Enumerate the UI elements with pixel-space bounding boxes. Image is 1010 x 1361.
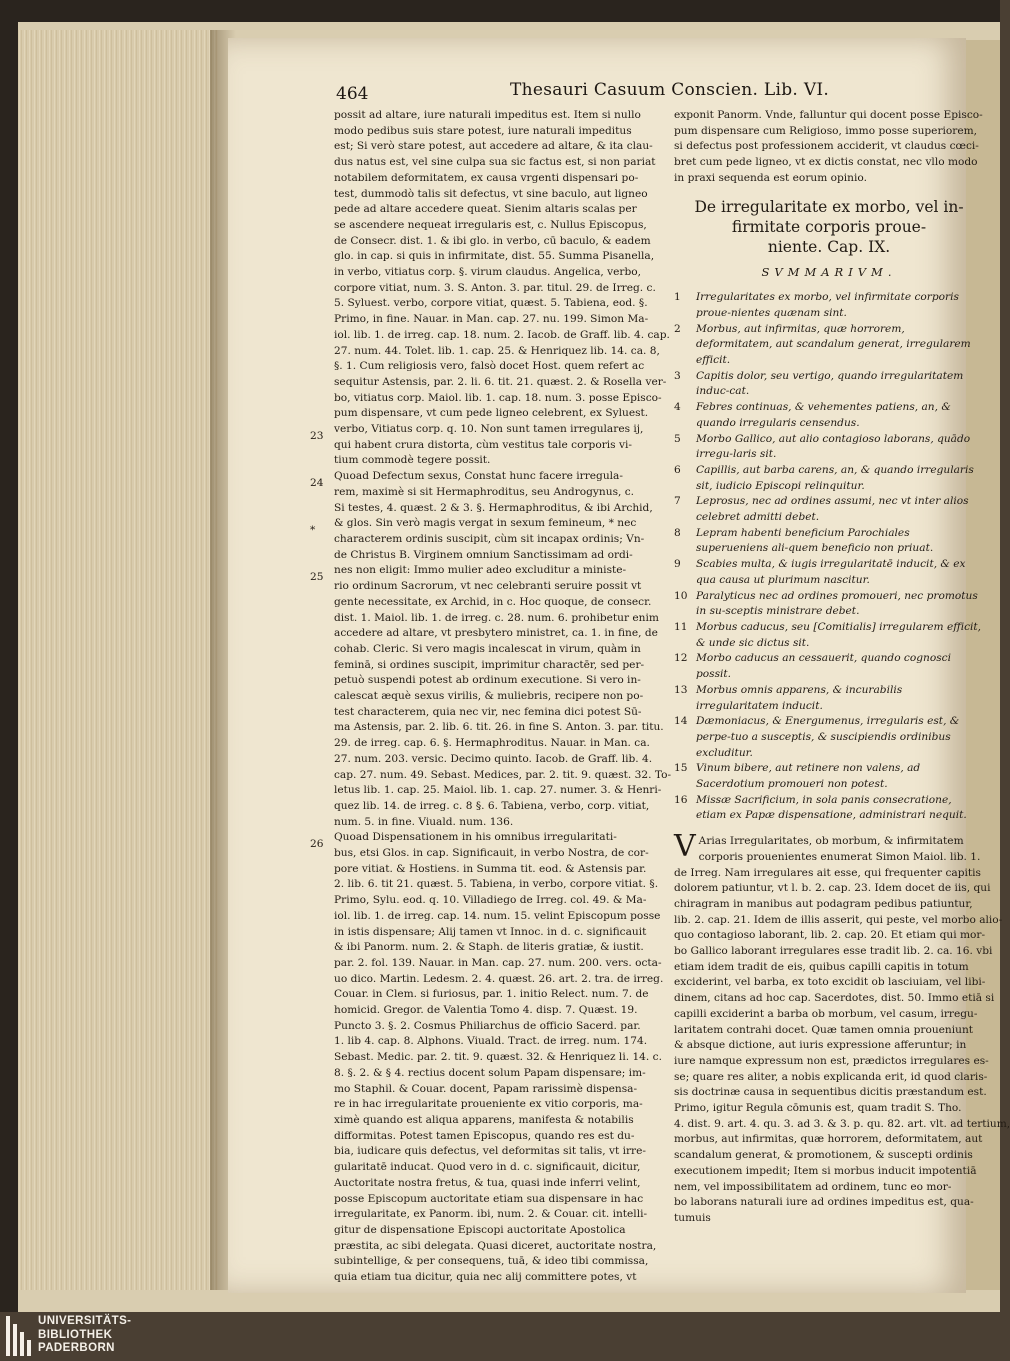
- summary-item: [674, 793, 984, 824]
- text-line: in verbo, vitiatus corp. §. virum claudus. Angelica, verbo,: [334, 266, 641, 279]
- summary-number: 2: [674, 322, 681, 335]
- chapter-title-line: firmitate corporis proue-: [731, 217, 927, 236]
- text-line: ximè quando est aliqua apparens, manifesta & notabilis: [334, 1114, 634, 1126]
- library-name-line: PADERBORN: [38, 1342, 115, 1355]
- text-line: §. 1. Cum religiosis vero, falsò docet Host. quem refert ac: [334, 360, 645, 373]
- text-line: bo laborans naturali iure ad ordines impeditus est, qua-: [674, 1196, 974, 1209]
- text-line: bia, iudicare quis defectus, vel deformitas sit talis, vt irre-: [334, 1145, 646, 1158]
- text-line: gente necessitate, ex Archid, in c. Hoc quoque, de consecr.: [334, 595, 652, 608]
- library-name-line: BIBLIOTHEK: [38, 1328, 113, 1341]
- text-line: rio ordinum Sacrorum, vt nec celebranti seruire possit vt: [334, 580, 642, 593]
- summary-number: 13: [674, 683, 688, 696]
- text-line: in istis dispensare; Alij tamen vt Innoc. in d. c. significauit: [334, 925, 647, 938]
- summary-item: [674, 651, 984, 682]
- text-line: corporis prouenientes enumerat Simon Maiol. lib. 1.: [698, 850, 981, 863]
- summary-text: Leprosus, nec ad ordines assumi, nec vt inter alios celebret admitti debet.: [696, 495, 969, 524]
- summary-item: [674, 761, 984, 792]
- summary-number: 6: [674, 463, 681, 476]
- text-line: bret cum pede ligneo, vt ex dictis constat, nec vllo modo: [674, 156, 978, 169]
- summary-text: Morbo caducus an cessauerit, quando cognosci possit.: [696, 652, 951, 681]
- text-line: gitur de dispensatione Episcopi auctoritate Apostolica: [334, 1223, 626, 1236]
- summary-text: Morbus omnis apparens, & incurabilis irregularitatem inducit.: [696, 683, 903, 712]
- summary-number: 15: [674, 762, 688, 775]
- text-line: accedere ad altare, vt presbytero ministret, ca. 1. in fine, de: [334, 627, 658, 640]
- text-line: letus lib. 1. cap. 25. Maiol. lib. 1. cap. 27. numer. 3. & Henri-: [334, 784, 662, 797]
- text-line: & glos. Sin verò magis vergat in sexum femineum, * nec: [334, 517, 637, 530]
- library-logo-icon: [6, 1316, 30, 1356]
- library-name-line: UNIVERSITÄTS-: [38, 1315, 132, 1327]
- summary-number: 3: [674, 369, 681, 382]
- chapter-title-line: De irregularitate ex morbo, vel in-: [694, 197, 964, 216]
- text-line: homicid. Gregor. de Valentia Tomo 4. disp. 7. Quæst. 19.: [334, 1004, 638, 1017]
- text-line: modo pedibus suis stare potest, iure naturali impeditus: [334, 124, 632, 137]
- text-line: iol. lib. 1. de irreg. cap. 14. num. 15. velint Episcopum posse: [334, 909, 661, 922]
- text-line: bus, etsi Glos. in cap. Significauit, in verbo Nostra, de cor-: [334, 847, 649, 860]
- text-line: dus natus est, vel sine culpa sua sic factus est, si non pariat: [334, 156, 656, 169]
- summary-item: [674, 494, 984, 525]
- summary-text: Febres continuas, & vehementes patiens, an, & quando irregularis censendus.: [696, 401, 951, 429]
- text-line: dinem, citans ad hoc cap. Sacerdotes, dist. 50. Immo etiā si: [674, 992, 995, 1005]
- text-line: feminā, si ordines suscipit, imprimitur charactēr, sed per-: [334, 658, 645, 671]
- text-line: nes non eligit: Immo mulier adeo excluditur a ministe-: [334, 564, 627, 577]
- summary-item: [674, 589, 984, 620]
- text-line: est; Si verò stare potest, aut accedere ad altare, & ita clau-: [334, 140, 653, 153]
- running-title: Thesauri Casuum Conscien. Lib. VI.: [510, 80, 830, 100]
- text-line: de Christus B. Virginem omnium Sanctissimam ad ordi-: [334, 548, 633, 561]
- text-line: bo, vitiatus corp. Maiol. lib. 1. cap. 18. num. 3. posse Episco-: [334, 391, 662, 404]
- text-line: 29. de irreg. cap. 6. §. Hermaphroditus. Nauar. in Man. ca.: [334, 737, 650, 750]
- summary-number: 11: [674, 620, 688, 633]
- summary-item: [674, 463, 984, 494]
- text-line: morbus, aut infirmitas, quæ horrorem, deformitatem, aut: [674, 1133, 983, 1146]
- text-line: test characterem, quia nec vir, nec femina dici potest Sū-: [334, 705, 642, 718]
- summary-item: [674, 714, 984, 761]
- text-line: & absque dictione, aut iuris expressione afferuntur; in: [674, 1039, 967, 1052]
- text-line: rem, maximè si sit Hermaphroditus, seu Androgynus, c.: [334, 485, 635, 498]
- text-line: 27. num. 44. Tolet. lib. 1. cap. 25. & Henriquez lib. 14. ca. 8,: [334, 344, 660, 357]
- margin-number: 25: [310, 571, 324, 584]
- text-line: se ascendere nequeat irregularis est, c. Nullus Episcopus,: [334, 218, 647, 231]
- summary-number: 5: [674, 432, 681, 445]
- left-column: [334, 108, 672, 1286]
- margin-number: *: [310, 524, 316, 537]
- text-line: si defectus post professionem acciderit, vt claudus cœci-: [674, 140, 979, 153]
- summary-text: Missæ Sacrificium, in sola panis consecratione, etiam ex Papæ dispensatione, administrari nequit.: [696, 793, 967, 822]
- text-line: Puncto 3. §. 2. Cosmus Philiarchus de officio Sacerd. par.: [334, 1019, 641, 1032]
- summary-text: Capitis dolor, seu vertigo, quando irregularitatem induc-cat.: [696, 369, 964, 398]
- summary-number: 14: [674, 715, 688, 728]
- text-line: gularitatē inducat. Quod vero in d. c. significauit, dicitur,: [334, 1161, 641, 1174]
- text-line: characterem ordinis suscipit, cùm sit incapax ordinis; Vn-: [334, 532, 645, 545]
- text-line: qui habent crura distorta, cùm vestitus tale corporis vi-: [334, 438, 632, 451]
- text-line: pum dispensare, vt cum pede ligneo celebrent, ex Syluest.: [334, 407, 649, 420]
- text-line: mo Staphil. & Couar. docent, Papam rarissimè dispensa-: [334, 1082, 638, 1095]
- text-line: 1. lib 4. cap. 8. Alphons. Viuald. Tract. de irreg. num. 174.: [334, 1035, 648, 1048]
- text-line: quo contagioso laborant, lib. 2. cap. 20. Et etiam qui mor-: [674, 929, 986, 942]
- page-number: 464: [336, 84, 369, 104]
- initial-letter: V: [674, 829, 696, 865]
- page-edges: [18, 30, 218, 1290]
- text-line: iure namque expressum non est, prædictos irregulares es-: [674, 1054, 989, 1067]
- text-line: dolorem patiuntur, vt l. b. 2. cap. 23. Idem docet de iis, qui: [674, 882, 991, 895]
- text-line: Primo, Sylu. eod. q. 10. Villadiego de Irreg. col. 49. & Ma-: [334, 894, 647, 907]
- text-line: exciderint, vel barba, ex toto excidit ob lasciuiam, vel libi-: [674, 976, 986, 989]
- summary-item: [674, 557, 984, 588]
- right-body: [674, 829, 1010, 1227]
- text-line: Arias Irregularitates, ob morbum, & infirmitatem: [698, 835, 964, 848]
- text-line: tumuis: [674, 1212, 711, 1224]
- summary-text: Morbo Gallico, aut alio contagioso laborans, quādo irregu-laris sit.: [696, 432, 971, 461]
- text-line: pore vitiat. & Hostiens. in Summa tit. eod. & Astensis par.: [334, 862, 647, 875]
- summary-text: Paralyticus nec ad ordines promoueri, nec promotus in su-sceptis ministrare debet.: [696, 589, 978, 618]
- text-line: posse Episcopum auctoritate etiam sua dispensare in hac: [334, 1192, 644, 1205]
- summary-text: Dæmoniacus, & Energumenus, irregularis est, & perpe-tuo a susceptis, & suscipiendis ordinibus excluditur.: [696, 715, 960, 759]
- text-line: 27. num. 203. versic. Decimo quinto. Iacob. de Graff. lib. 4.: [334, 752, 653, 765]
- summary-number: 9: [674, 558, 681, 571]
- text-line: 8. §. 2. & § 4. rectius docent solum Papam dispensare; im-: [334, 1066, 646, 1079]
- summary-number: 10: [674, 589, 688, 602]
- chapter-title: [674, 197, 984, 257]
- text-line: glo. in cap. si quis in infirmitate, dist. 55. Summa Pisanella,: [334, 250, 655, 263]
- text-line: subintellige, & per consequens, tuā, & ideo tibi commissa,: [334, 1255, 649, 1268]
- text-line: quez lib. 14. de irreg. c. 8 §. 6. Tabiena, verbo, corp. vitiat,: [334, 799, 650, 812]
- summary-text: Vinum bibere, aut retinere non valens, ad Sacerdotium promoueri non potest.: [696, 762, 921, 791]
- text-line: etiam idem tradit de eis, quibus capilli capitis in totum: [674, 960, 969, 973]
- text-line: in praxi sequenda est eorum opinio.: [674, 171, 867, 184]
- summary-number: 1: [674, 291, 681, 304]
- text-line: iol. lib. 1. de irreg. cap. 18. num. 2. Iacob. de Graff. lib. 4. cap.: [334, 328, 670, 341]
- text-line: Couar. in Clem. si furiosus, par. 1. initio Relect. num. 7. de: [334, 988, 649, 1001]
- text-line: uo dico. Martin. Ledesm. 2. 4. quæst. 26. art. 2. tra. de irreg.: [334, 972, 664, 985]
- summary-list: [674, 290, 984, 824]
- text-line: Auctoritate nostra fretus, & tua, quasi inde inferri velint,: [334, 1176, 641, 1189]
- summary-item: [674, 526, 984, 557]
- summary-text: Morbus caducus, seu [Comitialis] irregularem efficit, & unde sic dictus sit.: [696, 620, 982, 649]
- summary-item: [674, 620, 984, 651]
- text-line: 2. lib. 6. tit 21. quæst. 5. Tabiena, in verbo, corpore vitiat. §.: [334, 878, 659, 891]
- text-line: irregularitate, ex Panorm. ibi, num. 2. & Couar. cit. intelli-: [334, 1208, 648, 1221]
- text-line: Primo, in fine. Nauar. in Man. cap. 27. nu. 199. Simon Ma-: [334, 313, 649, 326]
- summary-item: [674, 683, 984, 714]
- summary-item: [674, 400, 984, 431]
- summary-number: 16: [674, 793, 688, 806]
- text-line: num. 5. in fine. Viuald. num. 136.: [334, 815, 514, 828]
- summary-item: [674, 322, 984, 369]
- text-line: se; quare res aliter, a nobis explicanda erit, id quod claris-: [674, 1070, 988, 1083]
- summary-item: [674, 432, 984, 463]
- chapter-title-line: niente. Cap. IX.: [767, 237, 891, 256]
- book-page: [228, 38, 1010, 1293]
- text-line: cohab. Cleric. Si vero magis incalescat in virum, quàm in: [334, 642, 641, 655]
- summary-text: Morbus, aut infirmitas, quæ horrorem, deformitatem, aut scandalum generat, irregularem efficit.: [696, 322, 971, 367]
- summary-text: Irregularitates ex morbo, vel infirmitate corporis proue-nientes quænam sint.: [696, 291, 959, 319]
- summary-number: 8: [674, 526, 681, 539]
- text-line: Si testes, 4. quæst. 2 & 3. §. Hermaphroditus, & ibi Archid,: [334, 501, 653, 514]
- text-line: verbo, Vitiatus corp. q. 10. Non sunt tamen irregulares ij,: [334, 423, 644, 436]
- text-line: re in hac irregularitate proueniente ex vitio corporis, ma-: [334, 1098, 643, 1111]
- right-intro: [674, 108, 984, 187]
- text-line: pede ad altare accedere queat. Sienim altaris scalas per: [334, 203, 637, 216]
- text-line: scandalum generat, & promotionem, & suscepti ordinis: [674, 1149, 973, 1162]
- text-line: capilli exciderint a barba ob morbum, vel casum, irregu-: [674, 1007, 978, 1020]
- library-name: [38, 1315, 131, 1356]
- text-line: executionem impedit; Item si morbus inducit impotentiā: [674, 1164, 977, 1177]
- text-line: par. 2. fol. 139. Nauar. in Man. cap. 27. num. 200. vers. octa-: [334, 956, 662, 969]
- summary-title: SVMMARIVM.: [761, 264, 897, 279]
- text-line: lib. 2. cap. 21. Idem de illis asserit, qui peste, vel morbo alio-: [674, 913, 1003, 926]
- text-line: test, dummodò talis sit defectus, vt sine baculo, aut ligneo: [334, 187, 648, 200]
- text-line: 5. Syluest. verbo, corpore vitiat, quæst. 5. Tabiena, eod. §.: [334, 297, 648, 310]
- text-line: Quoad Defectum sexus, Constat hunc facere irregula-: [334, 470, 623, 483]
- text-line: calescat æquè sexus virilis, & muliebris, recipere non po-: [334, 690, 644, 703]
- text-line: bo Gallico laborant irregulares esse tradit lib. 2. ca. 16. vbi: [674, 945, 993, 958]
- text-line: tium commodè tegere possit.: [334, 454, 491, 467]
- text-line: præstita, ac sibi delegata. Quasi diceret, auctoritate nostra,: [334, 1239, 657, 1252]
- right-column: [674, 108, 1010, 1227]
- summary-text: Lepram habenti beneficium Parochiales superueniens ali-quem beneficio non priuat.: [696, 526, 934, 555]
- text-line: difformitas. Potest tamen Episcopus, quando res est du-: [334, 1129, 635, 1142]
- text-line: de Irreg. Nam irregulares ait esse, qui frequenter capitis: [674, 866, 981, 879]
- summary-text: Capillis, aut barba carens, an, & quando irregularis sit, iudicio Episcopi relinquitur.: [696, 463, 974, 492]
- text-line: possit ad altare, iure naturali impeditus est. Item si nullo: [334, 109, 641, 121]
- text-line: laritatem contrahi docet. Quæ tamen omnia proueniunt: [674, 1023, 974, 1036]
- summary-number: 12: [674, 652, 688, 665]
- text-line: nem, vel impossibilitatem ad ordinem, tunc eo mor-: [674, 1180, 952, 1193]
- summary-number: 7: [674, 495, 681, 508]
- margin-number: 23: [310, 429, 324, 442]
- text-line: 4. dist. 9. art. 4. qu. 3. ad 3. & 3. p. qu. 82. art. vlt. ad tertium,: [674, 1117, 1010, 1130]
- text-line: chiragram in manibus aut podagram pedibus patiuntur,: [674, 897, 973, 910]
- text-line: & ibi Panorm. num. 2. & Staph. de literis gratiæ, & iustit.: [334, 941, 644, 954]
- text-line: cap. 27. num. 49. Sebast. Medices, par. 2. tit. 9. quæst. 32. To-: [334, 768, 672, 781]
- text-line: sequitur Astensis, par. 2. li. 6. tit. 21. quæst. 2. & Rosella ver-: [334, 375, 667, 388]
- text-line: corpore vitiat, num. 3. S. Anton. 3. par. titul. 29. de Irreg. c.: [334, 281, 656, 294]
- footer-bar: [0, 1312, 1000, 1361]
- text-line: pum dispensare cum Religioso, immo posse superiorem,: [674, 124, 978, 137]
- text-line: sis doctrinæ causa in sequentibus dicitis præstandum est.: [674, 1086, 987, 1099]
- text-line: notabilem deformitatem, ex causa vrgenti dispensari po-: [334, 171, 639, 184]
- text-line: quia etiam tua dicitur, quia nec alij committere potes, vt: [334, 1271, 637, 1284]
- text-line: exponit Panorm. Vnde, falluntur qui docent posse Episco-: [674, 109, 983, 121]
- margin-number: 26: [310, 838, 324, 851]
- text-line: dist. 1. Maiol. lib. 1. de irreg. c. 28. num. 6. prohibetur enim: [334, 611, 659, 624]
- summary-number: 4: [674, 401, 681, 414]
- margin-number: 24: [310, 476, 324, 489]
- text-line: Sebast. Medic. par. 2. tit. 9. quæst. 32. & Henriquez li. 14. c.: [334, 1051, 662, 1064]
- text-line: de Consecr. dist. 1. & ibi glo. in verbo, cū baculo, & eadem: [334, 234, 651, 247]
- text-line: Primo, igitur Regula cōmunis est, quam tradit S. Tho.: [674, 1102, 962, 1115]
- text-line: ma Astensis, par. 2. lib. 6. tit. 26. in fine S. Anton. 3. par. titu.: [334, 721, 664, 734]
- summary-item: [674, 290, 984, 321]
- summary-item: [674, 369, 984, 400]
- text-line: Quoad Dispensationem in his omnibus irregularitati-: [334, 831, 617, 844]
- summary-text: Scabies multa, & iugis irregularitatē inducit, & ex qua causa ut plurimum nascitur.: [696, 558, 966, 586]
- text-line: petuò suspendi potest ab ordinum executione. Si vero in-: [334, 674, 641, 687]
